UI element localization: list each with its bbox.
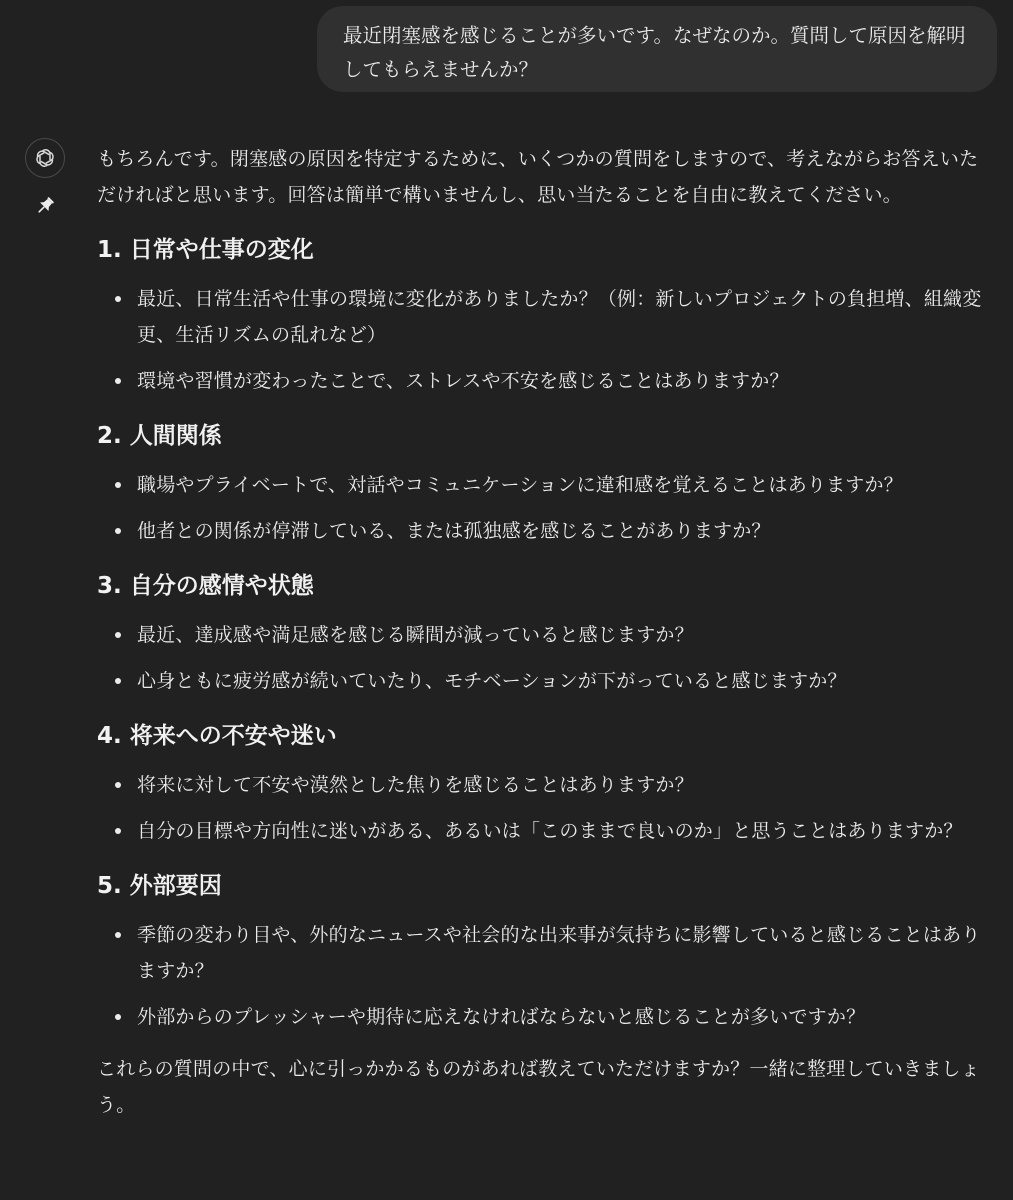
question-item — [97, 917, 991, 989]
question-item — [97, 663, 991, 699]
question-text: 最近、日常生活や仕事の環境に変化がありましたか？（例：新しいプロジェクトの負担増、組織変更、生活リズムの乱れなど） — [137, 288, 982, 346]
question-item — [97, 513, 991, 549]
bullet-icon — [115, 296, 121, 302]
pin-icon[interactable] — [33, 194, 57, 218]
question-section — [97, 563, 991, 699]
question-item — [97, 281, 991, 353]
question-item — [97, 617, 991, 653]
question-text: 他者との関係が停滞している、または孤独感を感じることがありますか？ — [137, 520, 771, 542]
question-list — [97, 467, 991, 549]
question-list — [97, 617, 991, 699]
bullet-icon — [115, 528, 121, 534]
question-list — [97, 281, 991, 399]
question-item — [97, 813, 991, 849]
section-heading: 2. 人間関係 — [97, 423, 222, 449]
assistant-intro: もちろんです。閉塞感の原因を特定するために、いくつかの質問をしますので、考えながらお答えいただければと思います。回答は簡単で構いませんし、思い当たることを自由に教えてください。 — [97, 148, 979, 206]
bullet-icon — [115, 632, 121, 638]
question-item — [97, 467, 991, 503]
question-item — [97, 999, 991, 1035]
user-message-bubble — [317, 6, 997, 92]
question-item — [97, 767, 991, 803]
bullet-icon — [115, 378, 121, 384]
question-text: 自分の目標や方向性に迷いがある、あるいは「このままで良いのか」と思うことはありますか？ — [137, 820, 963, 842]
question-text: 外部からのプレッシャーや期待に応えなければならないと感じることが多いですか？ — [137, 1006, 866, 1028]
question-section — [97, 227, 991, 399]
question-text: 心身ともに疲労感が続いていたり、モチベーションが下がっていると感じますか？ — [137, 670, 847, 692]
section-heading: 1. 日常や仕事の変化 — [97, 237, 314, 263]
bullet-icon — [115, 932, 121, 938]
question-text: 将来に対して不安や漠然とした焦りを感じることはありますか？ — [137, 774, 694, 796]
bullet-icon — [115, 782, 121, 788]
question-section — [97, 713, 991, 849]
bullet-icon — [115, 1014, 121, 1020]
bullet-icon — [115, 482, 121, 488]
question-section — [97, 413, 991, 549]
user-message-text: 最近閉塞感を感じることが多いです。なぜなのか。質問して原因を解明してもらえませんか？ — [343, 24, 966, 81]
question-text: 最近、達成感や満足感を感じる瞬間が減っていると感じますか？ — [137, 624, 694, 646]
section-heading: 5. 外部要因 — [97, 873, 222, 899]
question-list — [97, 917, 991, 1035]
openai-logo-icon — [25, 138, 65, 178]
section-heading: 4. 将来への不安や迷い — [97, 723, 337, 749]
bullet-icon — [115, 678, 121, 684]
question-item — [97, 363, 991, 399]
question-list — [97, 767, 991, 849]
question-text: 職場やプライベートで、対話やコミュニケーションに違和感を覚えることはありますか？ — [137, 474, 903, 496]
question-text: 季節の変わり目や、外的なニュースや社会的な出来事が気持ちに影響していると感じることはありますか？ — [137, 924, 981, 982]
question-text: 環境や習慣が変わったことで、ストレスや不安を感じることはありますか？ — [137, 370, 789, 392]
question-section — [97, 863, 991, 1035]
assistant-outro: これらの質問の中で、心に引っかかるものがあれば教えていただけますか？一緒に整理していきましょう。 — [97, 1058, 980, 1116]
bullet-icon — [115, 828, 121, 834]
section-heading: 3. 自分の感情や状態 — [97, 573, 314, 599]
assistant-message — [97, 141, 991, 1123]
